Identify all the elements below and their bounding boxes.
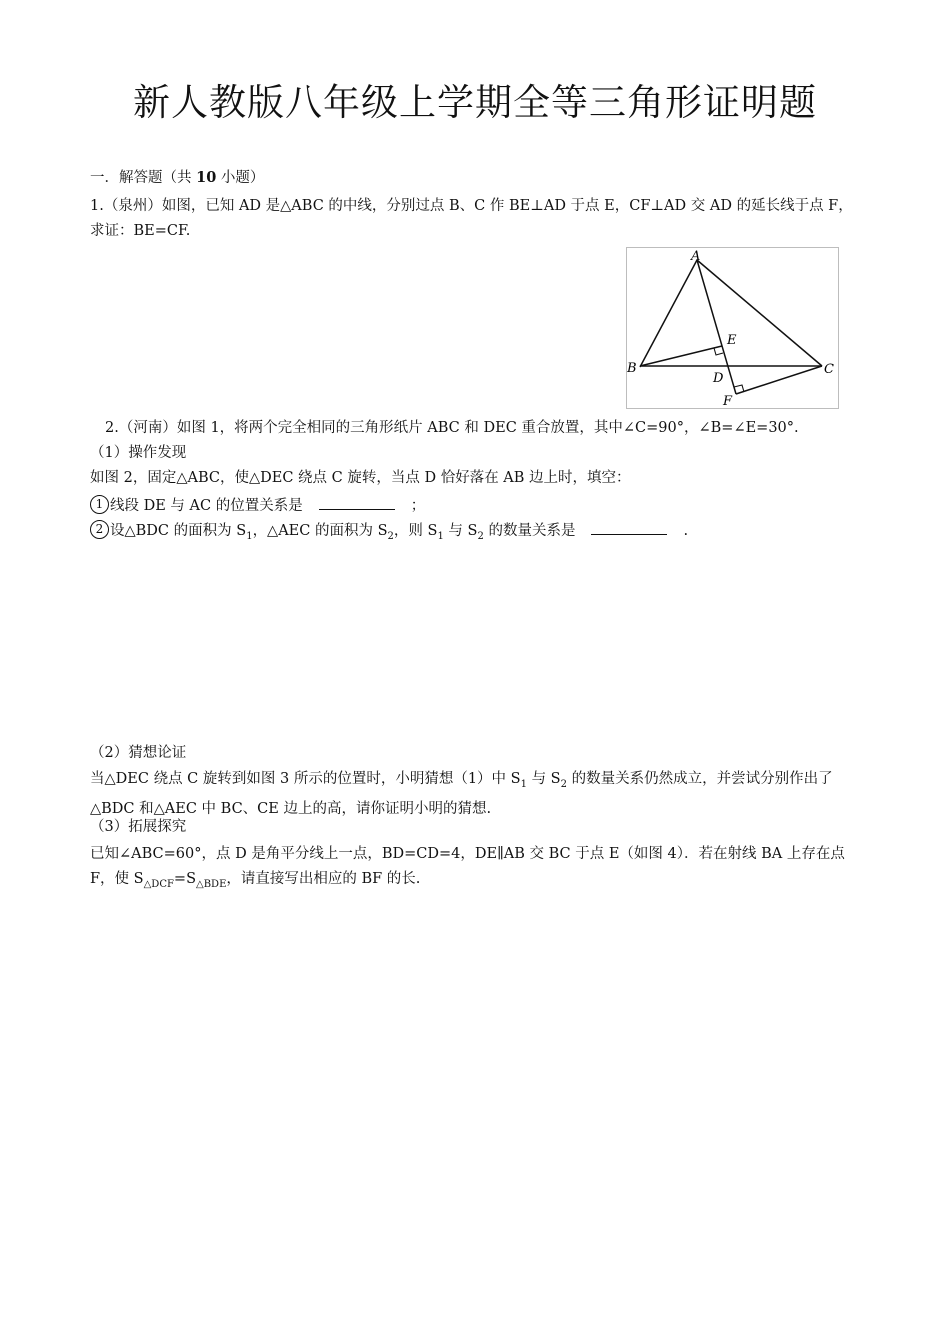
edge-ab [640, 260, 697, 367]
part2-text-a: 当△DEC 绕点 C 旋转到如图 3 所示的位置时，小明猜想（1）中 S [90, 771, 521, 787]
part3-text-b: ，请直接写出相应的 BF 的长. [226, 871, 421, 887]
sub-2b: 2 [477, 530, 484, 542]
part3-eq: =S [173, 871, 197, 887]
label-f: F [723, 394, 733, 408]
sub-2: 2 [387, 530, 394, 542]
item-2-text-d: 与 S [443, 523, 478, 539]
part3-text-a: 已知∠ABC=60°，点 D 是角平分线上一点，BD=CD=4，DE∥AB 交 BC 于点 E（如图 4）．若在射线 BA 上存在点 F，使 S [90, 846, 845, 887]
question-2-item-2 [90, 519, 870, 547]
part2-text-b: 与 S [526, 771, 561, 787]
right-angle-e [714, 348, 723, 355]
part2-sub-2: 2 [560, 778, 567, 790]
page-title: 新人教版八年级上学期全等三角形证明题 [133, 81, 817, 124]
answer-blank-2[interactable] [591, 519, 667, 535]
question-2-part2-text [90, 767, 865, 822]
question-2-part3-heading: （3）拓展探究 [90, 819, 187, 835]
figure-1-triangle [626, 247, 839, 409]
question-2-intro: 2.（河南）如图 1，将两个完全相同的三角形纸片 ABC 和 DEC 重合放置，其中∠C=90°，∠B=∠E=30°. [105, 420, 799, 436]
label-c: C [824, 362, 834, 377]
segment-cf [736, 366, 822, 394]
section-heading [90, 168, 870, 188]
figure-1-svg [627, 248, 838, 408]
circled-number-1: 1 [90, 495, 109, 514]
answer-blank-1[interactable] [319, 494, 395, 510]
question-2-part1-heading: （1）操作发现 [90, 445, 187, 461]
circled-number-2: 2 [90, 520, 109, 539]
item-1-text: 线段 DE 与 AC 的位置关系是 [110, 498, 303, 514]
label-e: E [727, 333, 737, 348]
part2-sub-1: 1 [520, 778, 527, 790]
section-head-suffix: 小题） [216, 170, 265, 186]
label-b: B [627, 361, 637, 376]
label-a: A [691, 249, 701, 264]
question-2-item-1 [90, 494, 870, 516]
sub-1b: 1 [437, 530, 444, 542]
question-1-text: 1.（泉州）如图，已知 AD 是△ABC 的中线，分别过点 B、C 作 BE⊥AD 于点 E，CF⊥AD 交 AD 的延长线于点 F，求证：BE=CF. [90, 198, 853, 239]
item-1-end: ； [410, 498, 426, 514]
sub-1: 1 [246, 530, 253, 542]
question-2-part3-text [90, 842, 865, 897]
edge-ac [697, 260, 822, 366]
item-2-text-e: 的数量关系是 [483, 523, 576, 539]
segment-be [640, 346, 722, 366]
question-count: 10 [196, 169, 217, 186]
label-d: D [713, 371, 724, 386]
item-2-text-c: ，则 S [393, 523, 438, 539]
part2-text-c: 的数量关系仍然成立，并尝试分别作出了△BDC 和△AEC 中 BC、CE 边上的高，请你证明小明的猜想. [90, 771, 833, 817]
item-2-text-a: 设△BDC 的面积为 S [110, 523, 247, 539]
question-2-part1-text: 如图 2，固定△ABC，使△DEC 绕点 C 旋转，当点 D 恰好落在 AB 边上时，填空： [90, 470, 631, 486]
part3-sub-bde: △BDE [196, 878, 227, 890]
question-2-part2-heading: （2）猜想论证 [90, 745, 187, 761]
section-head-prefix: 一．解答题（共 [90, 170, 197, 186]
item-2-end: . [683, 523, 689, 539]
item-2-text-b: ，△AEC 的面积为 S [252, 523, 388, 539]
part3-sub-dcf: △DCF [143, 878, 174, 890]
